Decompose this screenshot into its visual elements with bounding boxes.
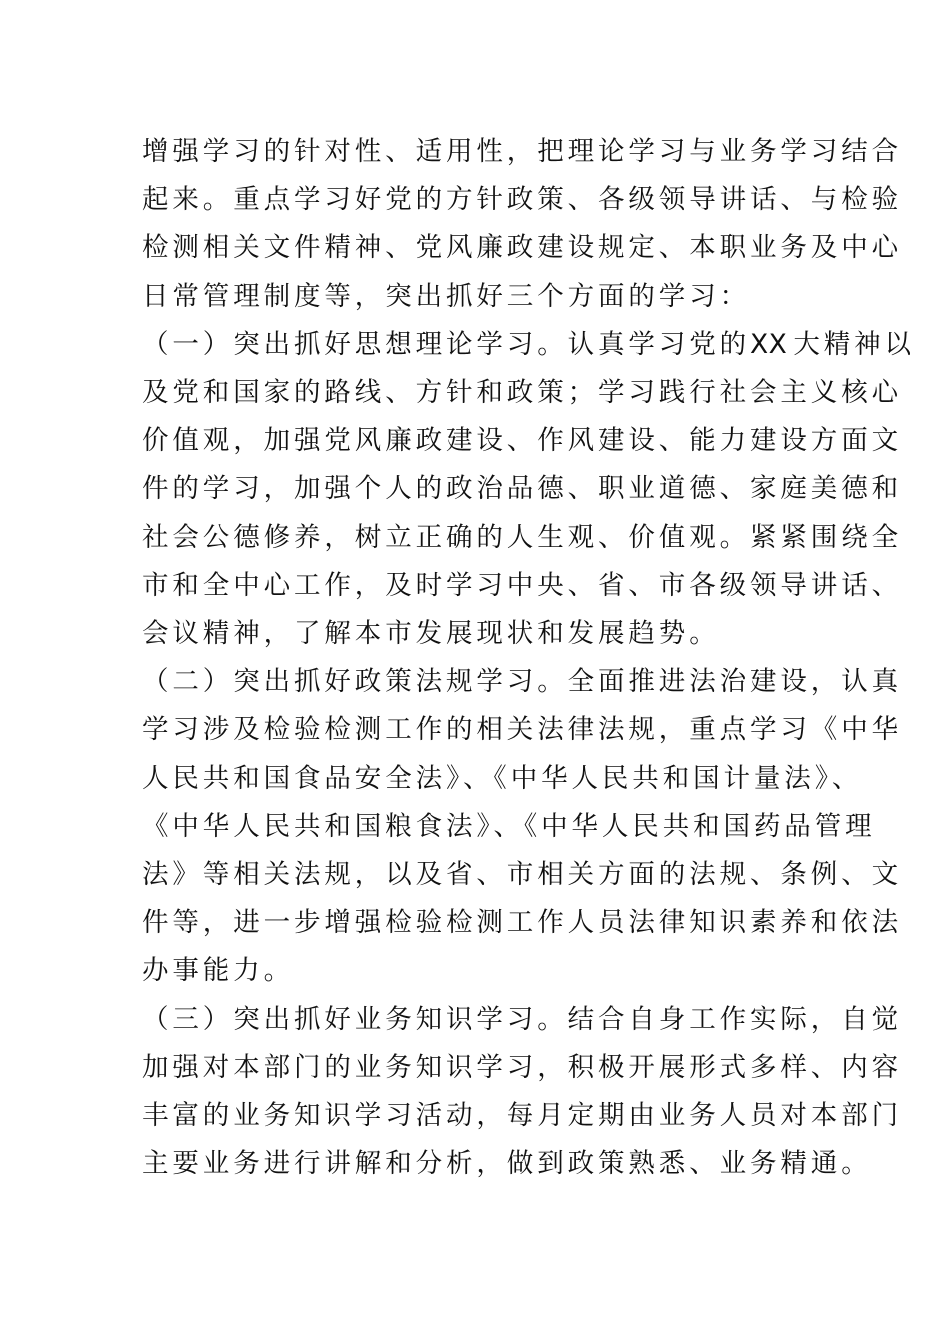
paragraph-line xyxy=(142,321,915,369)
paragraph-line: 及党和国家的路线、方针和政策；学习践行社会主义核心 xyxy=(142,377,902,409)
paragraph-line: 社会公德修养，树立正确的人生观、价值观。紧紧围绕全 xyxy=(142,521,902,553)
paragraph-line: 价值观，加强党风廉政建设、作风建设、能力建设方面文 xyxy=(142,425,902,457)
document-body xyxy=(142,128,915,1188)
paragraph-line: 日常管理制度等，突出抓好三个方面的学习： xyxy=(142,280,750,312)
paragraph-line: 会议精神，了解本市发展现状和发展趋势。 xyxy=(142,618,720,650)
line-segment: 大精神以 xyxy=(793,328,915,360)
paragraph-line: 件等，进一步增强检验检测工作人员法律知识素养和依法 xyxy=(142,907,902,939)
paragraph-line: 增强学习的针对性、适用性，把理论学习与业务学习结合 xyxy=(142,136,902,167)
paragraph-line: 办事能力。 xyxy=(142,955,294,987)
paragraph-line: 起来。重点学习好党的方针政策、各级领导讲话、与检验 xyxy=(142,184,902,216)
paragraph-line: （二）突出抓好政策法规学习。全面推进法治建设，认真 xyxy=(142,666,902,698)
paragraph-line: 学习涉及检验检测工作的相关法律法规，重点学习《中华 xyxy=(142,714,902,746)
paragraph-line: （三）突出抓好业务知识学习。结合自身工作实际，自觉 xyxy=(142,1003,902,1035)
paragraph-line: 法》等相关法规，以及省、市相关方面的法规、条例、文 xyxy=(142,859,902,891)
paragraph-line: 主要业务进行讲解和分析，做到政策熟悉、业务精通。 xyxy=(142,1148,872,1180)
paragraph-line: 《中华人民共和国粮食法》、《中华人民共和国药品管理 xyxy=(142,810,876,842)
paragraph-line: 市和全中心工作，及时学习中央、省、市各级领导讲话、 xyxy=(142,569,902,601)
paragraph-line: 人民共和国食品安全法》、《中华人民共和国计量法》、 xyxy=(142,762,863,794)
paragraph-line: 件的学习，加强个人的政治品德、职业道德、家庭美德和 xyxy=(142,473,902,505)
line-segment: （一）突出抓好思想理论学习。认真学习党的 xyxy=(142,328,750,360)
paragraph-line: 加强对本部门的业务知识学习，积极开展形式多样、内容 xyxy=(142,1051,902,1083)
paragraph-line: 丰富的业务知识学习活动，每月定期由业务人员对本部门 xyxy=(142,1100,902,1132)
paragraph-line: 检测相关文件精神、党风廉政建设规定、本职业务及中心 xyxy=(142,232,902,264)
line-segment-latin: XX xyxy=(750,328,788,360)
